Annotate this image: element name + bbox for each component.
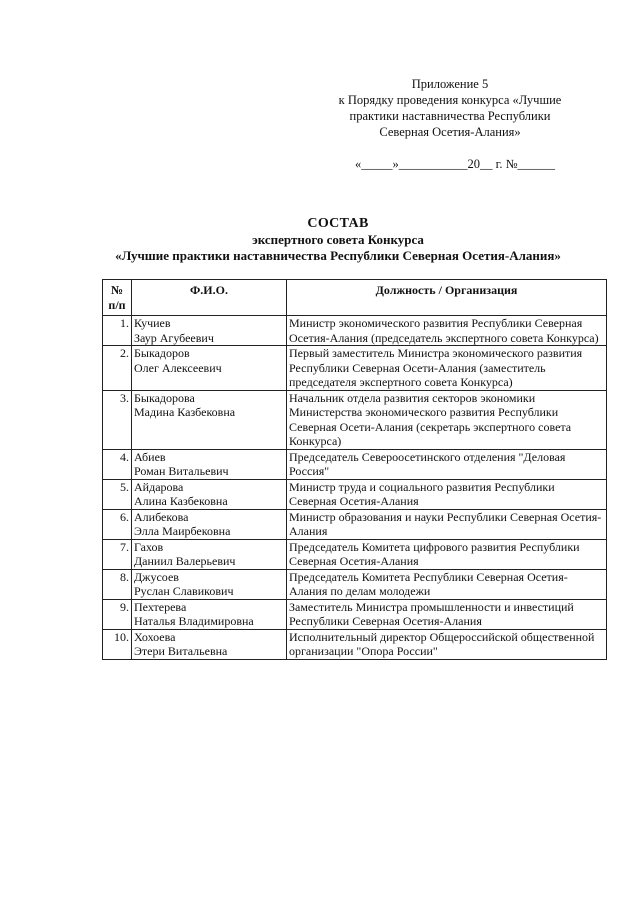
row-name — [132, 539, 287, 569]
table-row — [103, 316, 607, 346]
row-position: Исполнительный директор Общероссийской общественной организации "Опора России" — [287, 629, 607, 659]
expert-council-table — [102, 279, 607, 660]
appendix-date-line: «_____»___________20__ г. №______ — [354, 157, 556, 171]
table-header-row — [103, 280, 607, 316]
row-number: 2. — [103, 346, 132, 391]
row-number: 6. — [103, 509, 132, 539]
header-position: Должность / Организация — [287, 280, 607, 316]
row-surname: Хохоева — [134, 629, 176, 644]
row-surname: Кучиев — [134, 316, 171, 330]
row-position: Начальник отдела развития секторов экономики Министерства экономического развития Республики Северная Осети-Алания (секретарь экспертного совета Конкурса) — [287, 390, 607, 449]
row-given-name: Мадина Казбековна — [134, 405, 236, 419]
row-position: Министр экономического развития Республики Северная Осетия-Алания (председатель экспертного совета Конкурса) — [287, 316, 607, 346]
row-position: Первый заместитель Министра экономического развития Республики Северная Осети-Алания (заместитель председателя экспертного совета Конкурса) — [287, 346, 607, 391]
document-subtitle: экспертного совета Конкурса — [252, 232, 424, 247]
header-number: № п/п — [103, 280, 132, 316]
row-name — [132, 479, 287, 509]
row-name — [132, 629, 287, 659]
row-surname: Пехтерева — [134, 599, 187, 614]
contest-name: «Лучшие практики наставничества Республики Северная Осетия-Алания» — [115, 248, 561, 263]
row-position: Председатель Комитета Республики Северная Осетия-Алания по делам молодежи — [287, 569, 607, 599]
row-given-name: Руслан Славикович — [134, 584, 234, 598]
row-given-name: Алина Казбековна — [134, 494, 228, 508]
table-row — [103, 539, 607, 569]
row-number: 1. — [103, 316, 132, 346]
row-given-name: Олег Алексеевич — [134, 360, 222, 375]
row-surname: Абиев — [134, 449, 166, 464]
row-given-name: Элла Маирбековна — [134, 524, 231, 538]
row-surname: Алибекова — [134, 509, 189, 524]
row-position: Министр труда и социального развития Республики Северная Осетия-Алания — [287, 479, 607, 509]
row-given-name: Заур Агубеевич — [134, 330, 214, 345]
table-row — [103, 390, 607, 449]
table-row — [103, 479, 607, 509]
row-position: Министр образования и науки Республики Северная Осетия-Алания — [287, 509, 607, 539]
row-given-name: Наталья Владимировна — [134, 614, 254, 628]
table-row — [103, 346, 607, 391]
row-name — [132, 346, 287, 391]
table-row — [103, 569, 607, 599]
row-number: 4. — [103, 449, 132, 479]
table-row — [103, 599, 607, 629]
row-name — [132, 449, 287, 479]
row-position: Заместитель Министра промышленности и инвестиций Республики Северная Осетия-Алания — [287, 599, 607, 629]
row-name — [132, 569, 287, 599]
row-name — [132, 599, 287, 629]
row-position: Председатель Комитета цифрового развития Республики Северная Осетия-Алания — [287, 539, 607, 569]
document-title: СОСТАВ — [307, 216, 369, 231]
row-number: 5. — [103, 479, 132, 509]
appendix-line-2: практики наставничества Республики — [349, 109, 551, 123]
header-name: Ф.И.О. — [132, 280, 287, 316]
row-number: 9. — [103, 599, 132, 629]
row-given-name: Этери Витальевна — [134, 644, 228, 658]
appendix-line-1: к Порядку проведения конкурса «Лучшие — [338, 93, 562, 107]
row-surname: Быкадоров — [134, 346, 190, 360]
appendix-block — [320, 76, 580, 172]
row-number: 3. — [103, 390, 132, 449]
row-name — [132, 509, 287, 539]
row-number: 8. — [103, 569, 132, 599]
row-name — [132, 390, 287, 449]
appendix-title: Приложение 5 — [411, 77, 489, 91]
table-row — [103, 509, 607, 539]
row-name — [132, 316, 287, 346]
row-surname: Быкадорова — [134, 390, 195, 405]
row-given-name: Даниил Валерьевич — [134, 554, 236, 568]
row-surname: Гахов — [134, 539, 164, 554]
table-row — [103, 629, 607, 659]
document-heading — [60, 216, 616, 264]
row-number: 10. — [103, 629, 132, 659]
appendix-line-3: Северная Осетия-Алания» — [379, 125, 521, 139]
table-row — [103, 449, 607, 479]
row-given-name: Роман Витальевич — [134, 464, 229, 478]
row-surname: Джусоев — [134, 569, 179, 584]
row-surname: Айдарова — [134, 479, 184, 494]
row-position: Председатель Североосетинского отделения "Деловая Россия" — [287, 449, 607, 479]
row-number: 7. — [103, 539, 132, 569]
